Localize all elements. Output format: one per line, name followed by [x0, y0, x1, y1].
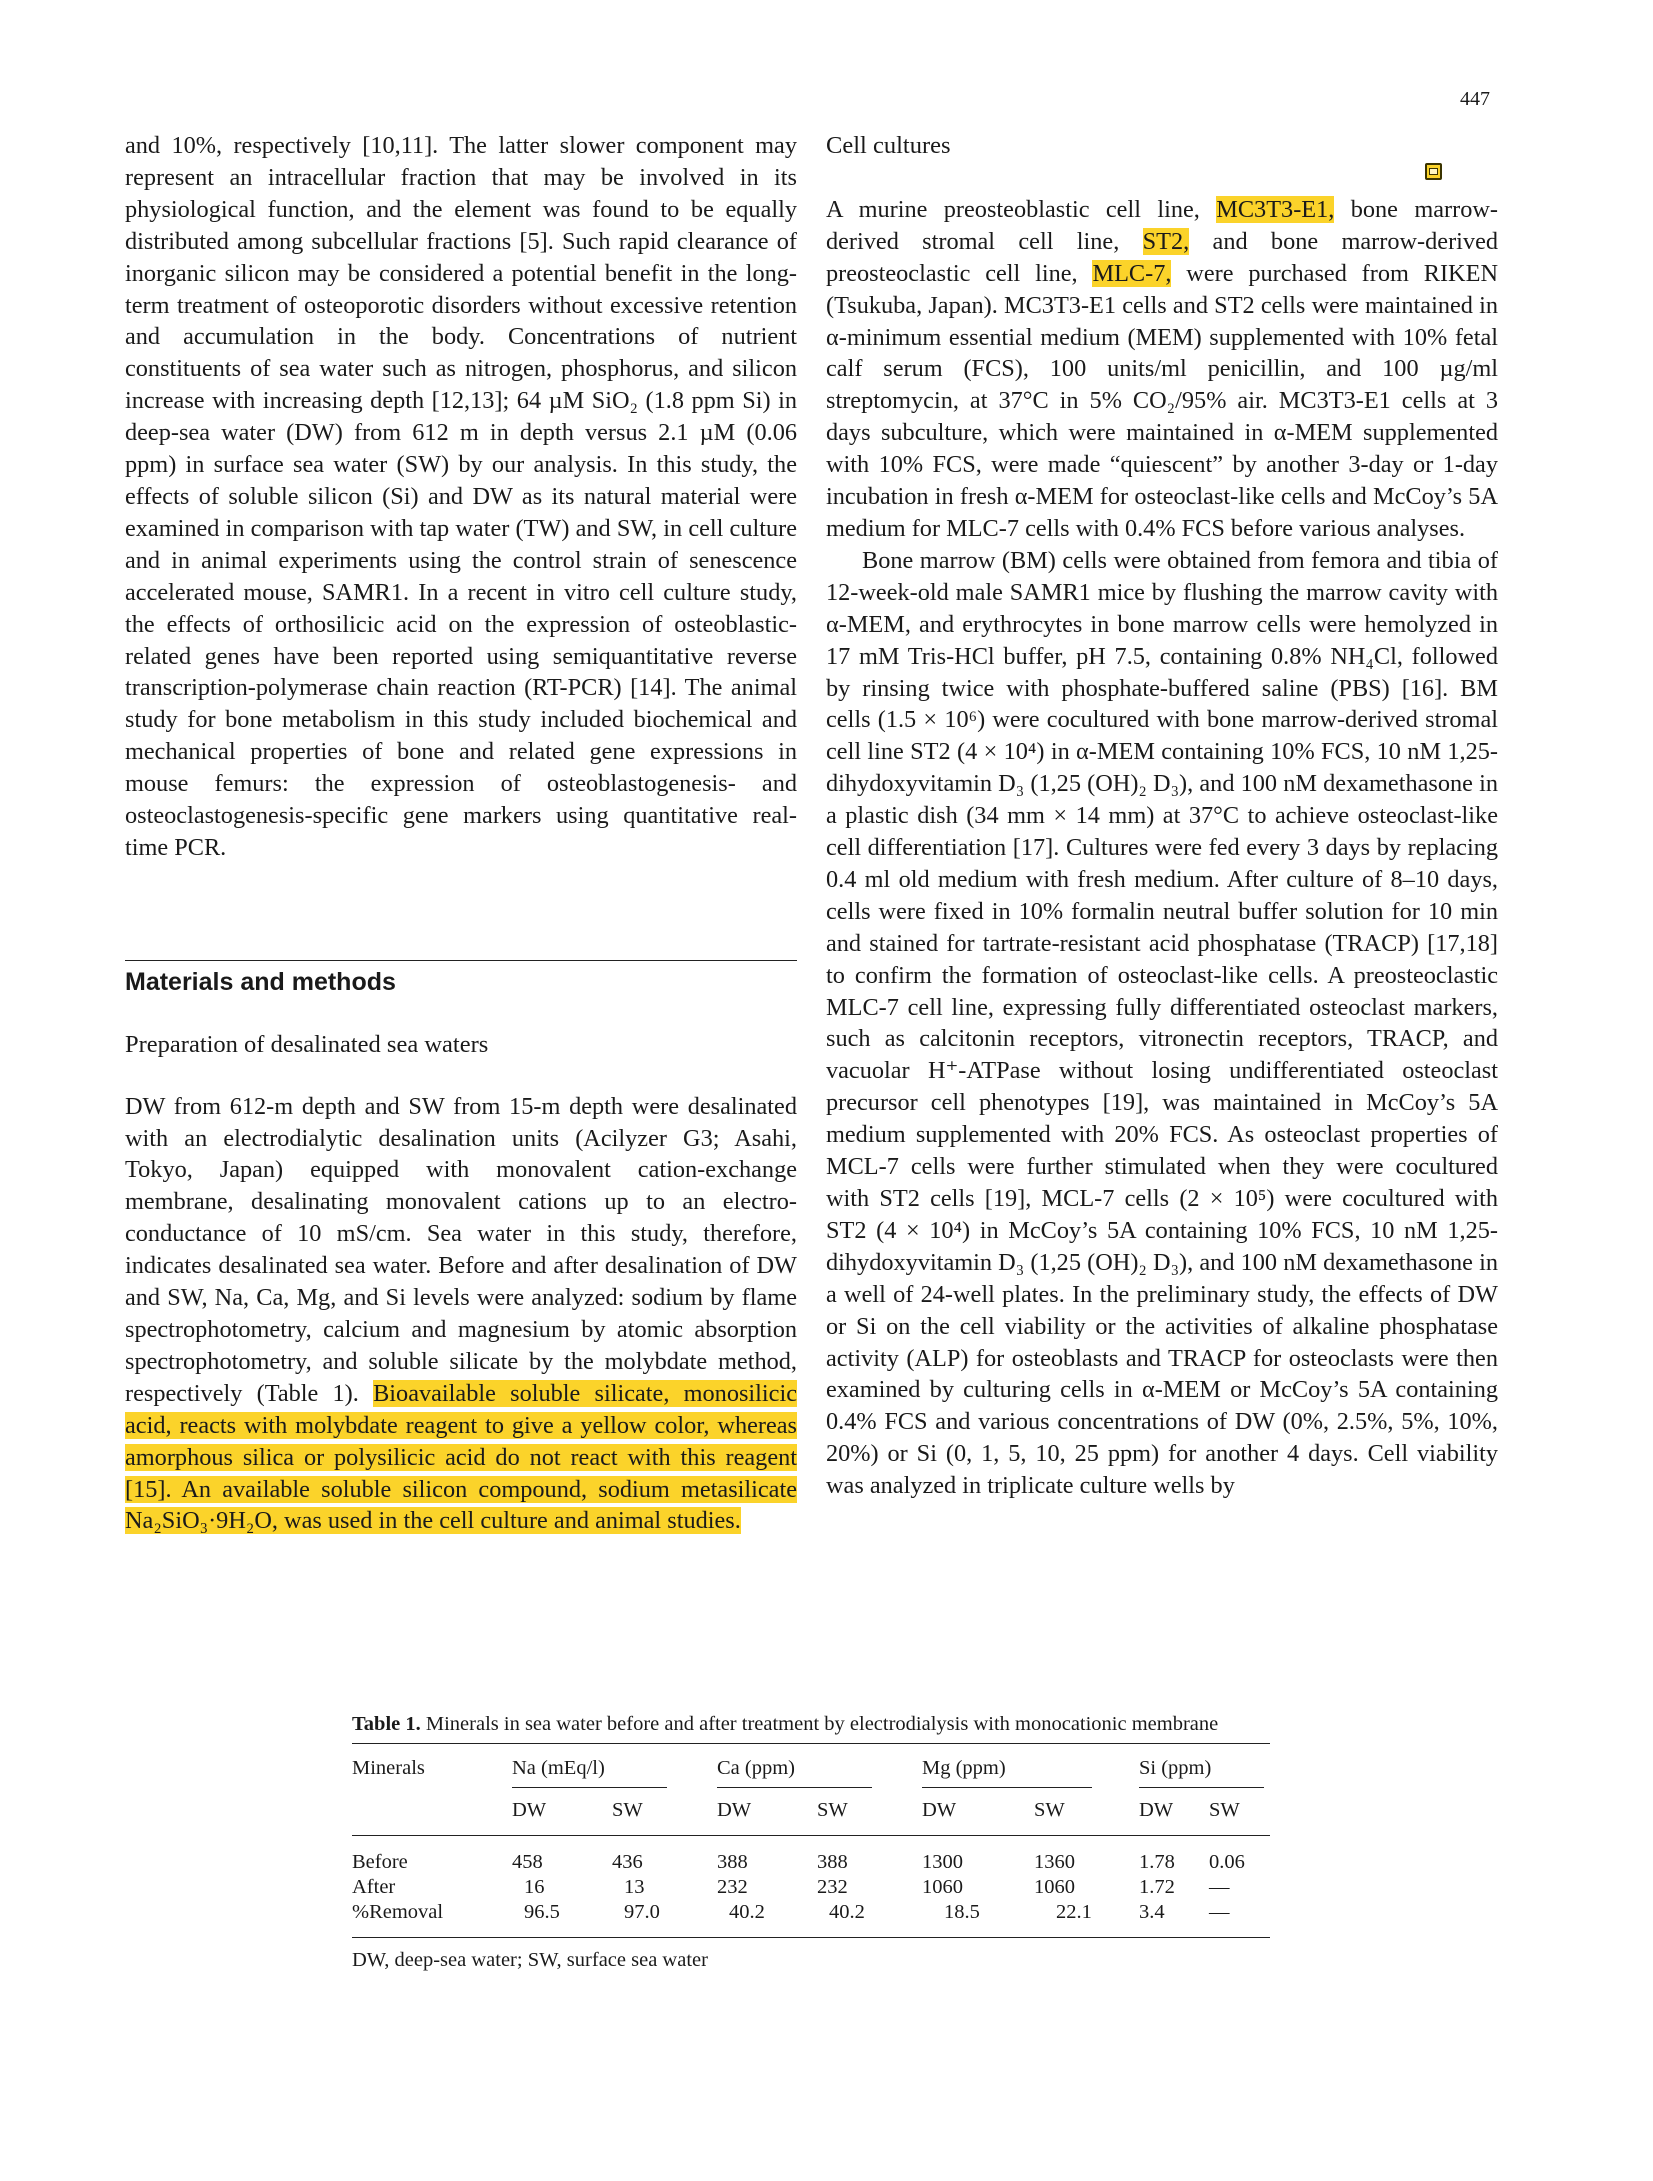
subcol-header: DW	[1139, 1799, 1174, 1821]
table-row	[352, 1900, 1270, 1938]
table-cell: 97.0	[624, 1901, 660, 1923]
bone-marrow-paragraph: Bone marrow (BM) cells were obtained from femora and tibia of 12-week-old male SAMR1 mice by flushing the marrow cavity with α-MEM, and erythrocytes in bone marrow cells were hemolyzed in 17 mM Tris-HCl buffer, pH 7.5, containing 0.8% NH₄Cl, followed by rinsing twice with phosphate-buffered saline (PBS) [16]. BM cells (1.5 × 10⁶) were cocultured with bone marrow-derived stromal cell line ST2 (4 × 10⁴) in α-MEM containing 10% FCS, 10 nM 1,25-dihydoxyvitamin D₃ (1,25 (OH)₂ D₃), and 100 nM dexamethasone in a plastic dish (34 mm × 14 mm) at 37°C to achieve osteoclast-like cell differentiation [17]. Cultures were fed every 3 days by replacing 0.4 ml old medium with fresh medium. After culture of 8–10 days, cells were fixed in 10% formalin neutral buffer solution for 10 min and stained for tartrate-resistant acid phosphatase (TRACP) [17,18] to confirm the formation of osteoclast-like cells. A preosteoclastic MLC-7 cell line, expressing fully differentiated osteoclast markers, such as calcitonin receptors, vitronectin receptors, TRACP, and vacuolar H⁺-ATPase without losing undifferentiated osteoclast precursor cell phenotypes [19], was maintained in McCoy’s 5A medium supplemented with 20% FCS. As osteoclast properties of MCL-7 cells were further stimulated when they were cocultured with ST2 cells [19], MCL-7 cells (2 × 10⁵) were cocultured with ST2 (4 × 10⁴) in McCoy’s 5A containing 10% FCS, 10 nM 1,25-dihydoxyvitamin D₃ (1,25 (OH)₂ D₃), and 100 nM dexamethasone in a well of 24-well plates. In the preliminary study, the effects of DW or Si on the cell viability or the activities of alkaline phosphatase activity (ALP) for osteoblasts and TRACP for osteoclasts were then examined by culturing cells in α-MEM or McCoy’s 5A containing 0.4% FCS and various concentrations of DW (0%, 2.5%, 5%, 10%, 20%) or Si (0, 1, 5, 10, 25 ppm) for another 4 days. Cell viability was analyzed in triplicate culture wells by	[826, 546, 1498, 1500]
text-run: A murine preosteoblastic cell line,	[826, 195, 1217, 223]
section-heading: Materials and methods	[125, 967, 396, 996]
subcol-header: SW	[1209, 1799, 1240, 1821]
table-cell: 1300	[922, 1851, 963, 1873]
methods-text: DW from 612-m depth and SW from 15-m depth were desalinated with an electrodialytic desalination units (Acilyzer G3; Asahi, Tokyo, Japan) equipped with monovalent cation-exchange membrane, desalinating monovalent cations up to an electro-conductance of 10 mS/cm. Sea water in this study, therefore, indicates desalinated sea water. Before and after desalination of DW and SW, Na, Ca, Mg, and Si levels were analyzed: sodium by flame spectrophotometry, calcium and magnesium by atomic absorption spectrophotometry, and soluble silicate by the molybdate method, respectively (Table 1).	[125, 1092, 797, 1407]
row-label: %Removal	[352, 1901, 444, 1923]
subsection-heading-cell-cultures: Cell cultures	[826, 132, 951, 159]
page-number: 447	[1460, 88, 1490, 110]
table-cell: 388	[717, 1851, 748, 1873]
table-label: Table 1.	[352, 1713, 421, 1735]
right-column	[826, 130, 1498, 1502]
row-label: After	[352, 1876, 396, 1898]
highlight-mlc7[interactable]: MLC-7,	[1092, 259, 1172, 287]
group-header-ca: Ca (ppm)	[717, 1756, 872, 1788]
table-cell: 1.72	[1139, 1876, 1175, 1898]
cell-lines-paragraph	[826, 194, 1498, 545]
highlight-st2[interactable]: ST2,	[1142, 227, 1190, 255]
table-cell: 96.5	[524, 1901, 560, 1923]
table-cell: 18.5	[944, 1901, 980, 1923]
table-cell: 1060	[922, 1876, 963, 1898]
table-cell: 388	[817, 1851, 848, 1873]
group-header-si: Si (ppm)	[1139, 1756, 1264, 1788]
sticky-note-icon[interactable]	[1425, 163, 1442, 180]
intro-paragraph: and 10%, respectively [10,11]. The latter slower component may represent an intracellular fraction that may be involved in its physiological function, and the element was found to be equally distributed among subcellular fractions [5]. Such rapid clearance of inorganic silicon may be considered a potential benefit in the long-term treatment of osteoporotic disorders without excessive retention and accumulation in the body. Concentrations of nutrient constituents of sea water such as nitrogen, phosphorus, and silicon increase with increasing depth [12,13]; 64 µM SiO₂ (1.8 ppm Si) in deep-sea water (DW) from 612 m in depth versus 2.1 µM (0.06 ppm) in surface sea water (SW) by our analysis. In this study, the effects of soluble silicon (Si) and DW as its natural material were examined in comparison with tap water (TW) and SW, in cell culture and in animal experiments using the control strain of senescence accelerated mouse, SAMR1. In a recent in vitro cell culture study, the effects of orthosilicic acid on the expression of osteoblastic-related genes have been reported using semiquantitative reverse transcription-polymerase chain reaction (RT-PCR) [14]. The animal study for bone metabolism in this study included biochemical and mechanical properties of bone and related gene expressions in mouse femurs: the expression of osteoblastogenesis- and osteoclastogenesis-specific gene markers using quantitative real-time PCR.	[125, 132, 797, 861]
table-row	[352, 1875, 1270, 1900]
table-row	[352, 1836, 1270, 1876]
methods-paragraph	[125, 1091, 797, 1538]
highlight-mc3t3[interactable]: MC3T3-E1,	[1216, 195, 1335, 223]
table-1	[352, 1712, 1270, 1994]
table-cell: —	[1209, 1876, 1230, 1898]
minerals-table	[352, 1743, 1270, 1938]
table-subheader-row	[352, 1788, 1270, 1836]
table-cell: 22.1	[1056, 1901, 1092, 1923]
text-run: and bone marrow-derived preosteoclastic cell line,	[826, 227, 1498, 287]
table-cell: 1060	[1034, 1876, 1075, 1898]
table-cell: 232	[717, 1876, 748, 1898]
group-header-na: Na (mEq/l)	[512, 1756, 667, 1788]
table-cell: 16	[524, 1876, 545, 1898]
table-cell: 0.06	[1209, 1851, 1245, 1873]
subcol-header: DW	[512, 1799, 547, 1821]
subcol-header: SW	[612, 1799, 643, 1821]
table-cell: 40.2	[829, 1901, 865, 1923]
table-caption-text: Minerals in sea water before and after treatment by electrodialysis with monocationic membrane	[425, 1713, 1219, 1735]
table-cell: 1360	[1034, 1851, 1075, 1873]
subcol-header: DW	[922, 1799, 957, 1821]
text-run: were purchased from RIKEN (Tsukuba, Japan). MC3T3-E1 cells and ST2 cells were maintained in α-minimum essential medium (MEM) supplemented with 10% fetal calf serum (FCS), 100 units/ml penicillin, and 100 µg/ml streptomycin, at 37°C in 5% CO₂/95% air. MC3T3-E1 cells at 3 days subculture, which were maintained in α-MEM supplemented with 10% FCS, were made “quiescent” by another 3-day or 1-day incubation in fresh α-MEM for osteoclast-like cells and McCoy’s 5A medium for MLC-7 cells with 0.4% FCS before various analyses.	[826, 259, 1498, 542]
table-cell: 232	[817, 1876, 848, 1898]
table-cell: 13	[624, 1876, 645, 1898]
table-cell: —	[1209, 1901, 1230, 1923]
subcol-header: DW	[717, 1799, 752, 1821]
highlight-annotation[interactable]: Bioavailable soluble silicate, monosilicic acid, reacts with molybdate reagent to give a yellow color, whereas amorphous silica or polysilicic acid do not react with this reagent [15]. An available soluble silicon compound, sodium metasilicate Na₂SiO₃·9H₂O, was used in the cell culture and animal studies.	[125, 1379, 798, 1535]
subcol-header: SW	[817, 1799, 848, 1821]
left-column	[125, 130, 797, 1537]
row-label: Before	[352, 1851, 408, 1873]
table-footnote: DW, deep-sea water; SW, surface sea water	[352, 1949, 708, 1971]
table-cell: 1.78	[1139, 1851, 1175, 1873]
table-caption	[352, 1712, 1270, 1737]
table-cell: 40.2	[729, 1901, 765, 1923]
text-run: bone marrow-derived stromal cell line,	[826, 195, 1498, 255]
table-cell: 3.4	[1139, 1901, 1165, 1923]
table-group-header	[352, 1744, 1270, 1789]
table-cell: 436	[612, 1851, 643, 1873]
table-cell: 458	[512, 1851, 543, 1873]
subsection-heading: Preparation of desalinated sea waters	[125, 1030, 489, 1058]
group-header-mg: Mg (ppm)	[922, 1756, 1092, 1788]
stub-header: Minerals	[352, 1757, 425, 1779]
subcol-header: SW	[1034, 1799, 1065, 1821]
